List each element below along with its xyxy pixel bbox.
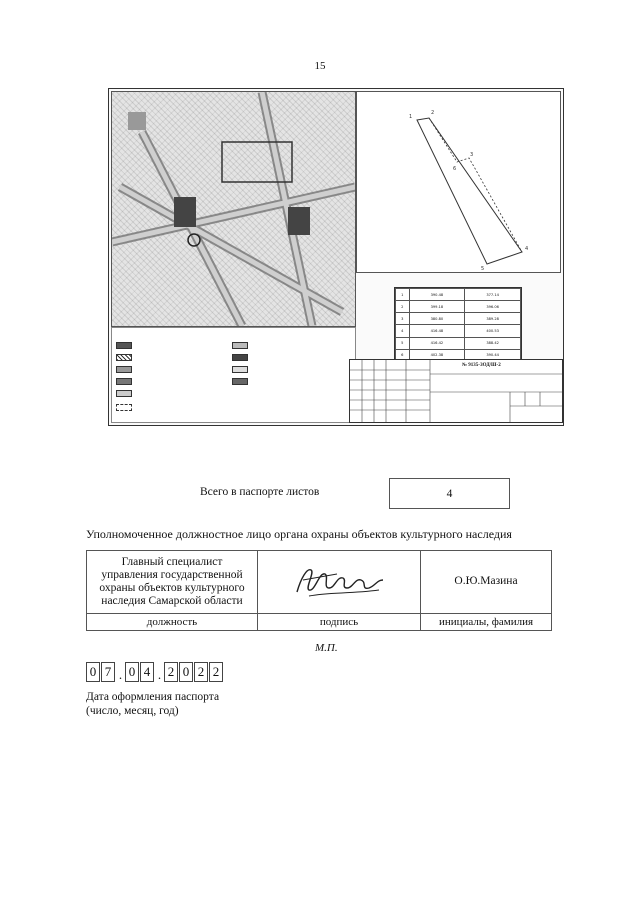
date-field <box>86 662 224 682</box>
date-digit: 4 <box>140 662 154 682</box>
coord-cell: 6 <box>396 349 410 361</box>
coord-cell: 396.06 <box>465 301 521 313</box>
position-line: Главный специалист <box>121 555 223 568</box>
legend-item <box>116 404 132 411</box>
date-digit: 0 <box>125 662 139 682</box>
legend-item <box>116 354 132 361</box>
legend-item <box>116 366 132 373</box>
legend-swatch <box>116 354 132 361</box>
legend-swatch <box>232 366 248 373</box>
handwritten-signature <box>289 558 389 602</box>
date-caption-line: Дата оформления паспорта <box>86 691 220 703</box>
map-graphic <box>112 92 355 326</box>
page-number: 15 <box>314 60 326 72</box>
cadastral-drawing <box>108 88 564 426</box>
coord-row <box>396 313 521 325</box>
coord-cell: 416.42 <box>409 337 465 349</box>
map-legend <box>111 327 356 423</box>
legend-swatch <box>232 378 248 385</box>
svg-text:4: 4 <box>525 246 529 252</box>
coord-cell: 399.18 <box>409 301 465 313</box>
date-digit: 2 <box>209 662 223 682</box>
date-caption <box>86 690 219 718</box>
coord-cell: 4 <box>396 325 410 337</box>
legend-swatch <box>116 342 132 349</box>
legend-item <box>116 390 132 397</box>
legend-item <box>116 342 132 349</box>
coord-row <box>396 325 521 337</box>
legend-swatch <box>232 342 248 349</box>
position-line: охраны объектов культурного <box>99 582 245 594</box>
coordinates-table <box>394 287 522 363</box>
site-plan <box>356 91 561 273</box>
coord-cell: 400.53 <box>465 325 521 337</box>
date-digit: 2 <box>164 662 178 682</box>
date-caption-line: (число, месяц, год) <box>86 705 179 717</box>
plot-outline <box>357 92 560 272</box>
svg-text:1: 1 <box>409 114 413 120</box>
coord-cell: 389.28 <box>465 313 521 325</box>
coord-cell: 3 <box>396 313 410 325</box>
legend-swatch <box>116 404 132 411</box>
coord-cell: 390.48 <box>409 289 465 301</box>
coord-cell: 2 <box>396 301 410 313</box>
legend-item <box>232 366 248 373</box>
legend-item <box>232 342 248 349</box>
coord-cell: 377.14 <box>465 289 521 301</box>
coord-cell: 388.42 <box>465 337 521 349</box>
date-digit: 0 <box>179 662 193 682</box>
date-digit: 0 <box>86 662 100 682</box>
date-digit: 2 <box>194 662 208 682</box>
coord-cell: 5 <box>396 337 410 349</box>
svg-text:6: 6 <box>453 166 457 172</box>
col-initials-label: инициалы, фамилия <box>421 614 552 631</box>
legend-item <box>232 378 248 385</box>
seal-mark: М.П. <box>315 642 338 654</box>
legend-item <box>116 378 132 385</box>
stamp-grid <box>350 360 562 422</box>
svg-text:3: 3 <box>470 152 474 158</box>
col-position-label: должность <box>87 614 258 631</box>
coord-cell: 1 <box>396 289 410 301</box>
signature-table <box>86 550 552 631</box>
position-cell <box>87 551 258 614</box>
svg-text:5: 5 <box>481 266 485 272</box>
signer-name: О.Ю.Мазина <box>454 575 518 588</box>
total-sheets-value: 4 <box>446 487 453 500</box>
date-separator: . <box>118 667 123 682</box>
coord-cell: 402.38 <box>409 349 465 361</box>
legend-swatch <box>116 366 132 373</box>
coord-cell: 380.80 <box>409 313 465 325</box>
situation-map <box>111 91 356 327</box>
total-sheets-label: Всего в паспорте листов <box>200 486 320 498</box>
official-title: Уполномоченное должностное лицо органа охраны объектов культурного наследия <box>86 527 512 541</box>
signature-cell <box>258 551 421 614</box>
coord-row <box>396 301 521 313</box>
coord-row <box>396 337 521 349</box>
legend-swatch <box>116 378 132 385</box>
stamp-code: № 9135-ЗОД/Ш-2 <box>462 363 501 368</box>
title-block-stamp <box>349 359 563 423</box>
position-line: управления государственной <box>101 568 243 581</box>
legend-item <box>232 354 248 361</box>
coord-cell: 390.44 <box>465 349 521 361</box>
svg-text:2: 2 <box>431 110 435 116</box>
name-cell <box>421 551 552 614</box>
legend-swatch <box>116 390 132 397</box>
position-line: наследия Самарской области <box>101 595 243 608</box>
date-separator: . <box>157 667 162 682</box>
total-sheets-box <box>389 478 510 509</box>
legend-swatch <box>232 354 248 361</box>
coord-row <box>396 289 521 301</box>
col-signature-label: подпись <box>258 614 421 631</box>
coord-cell: 416.48 <box>409 325 465 337</box>
date-digit: 7 <box>101 662 115 682</box>
